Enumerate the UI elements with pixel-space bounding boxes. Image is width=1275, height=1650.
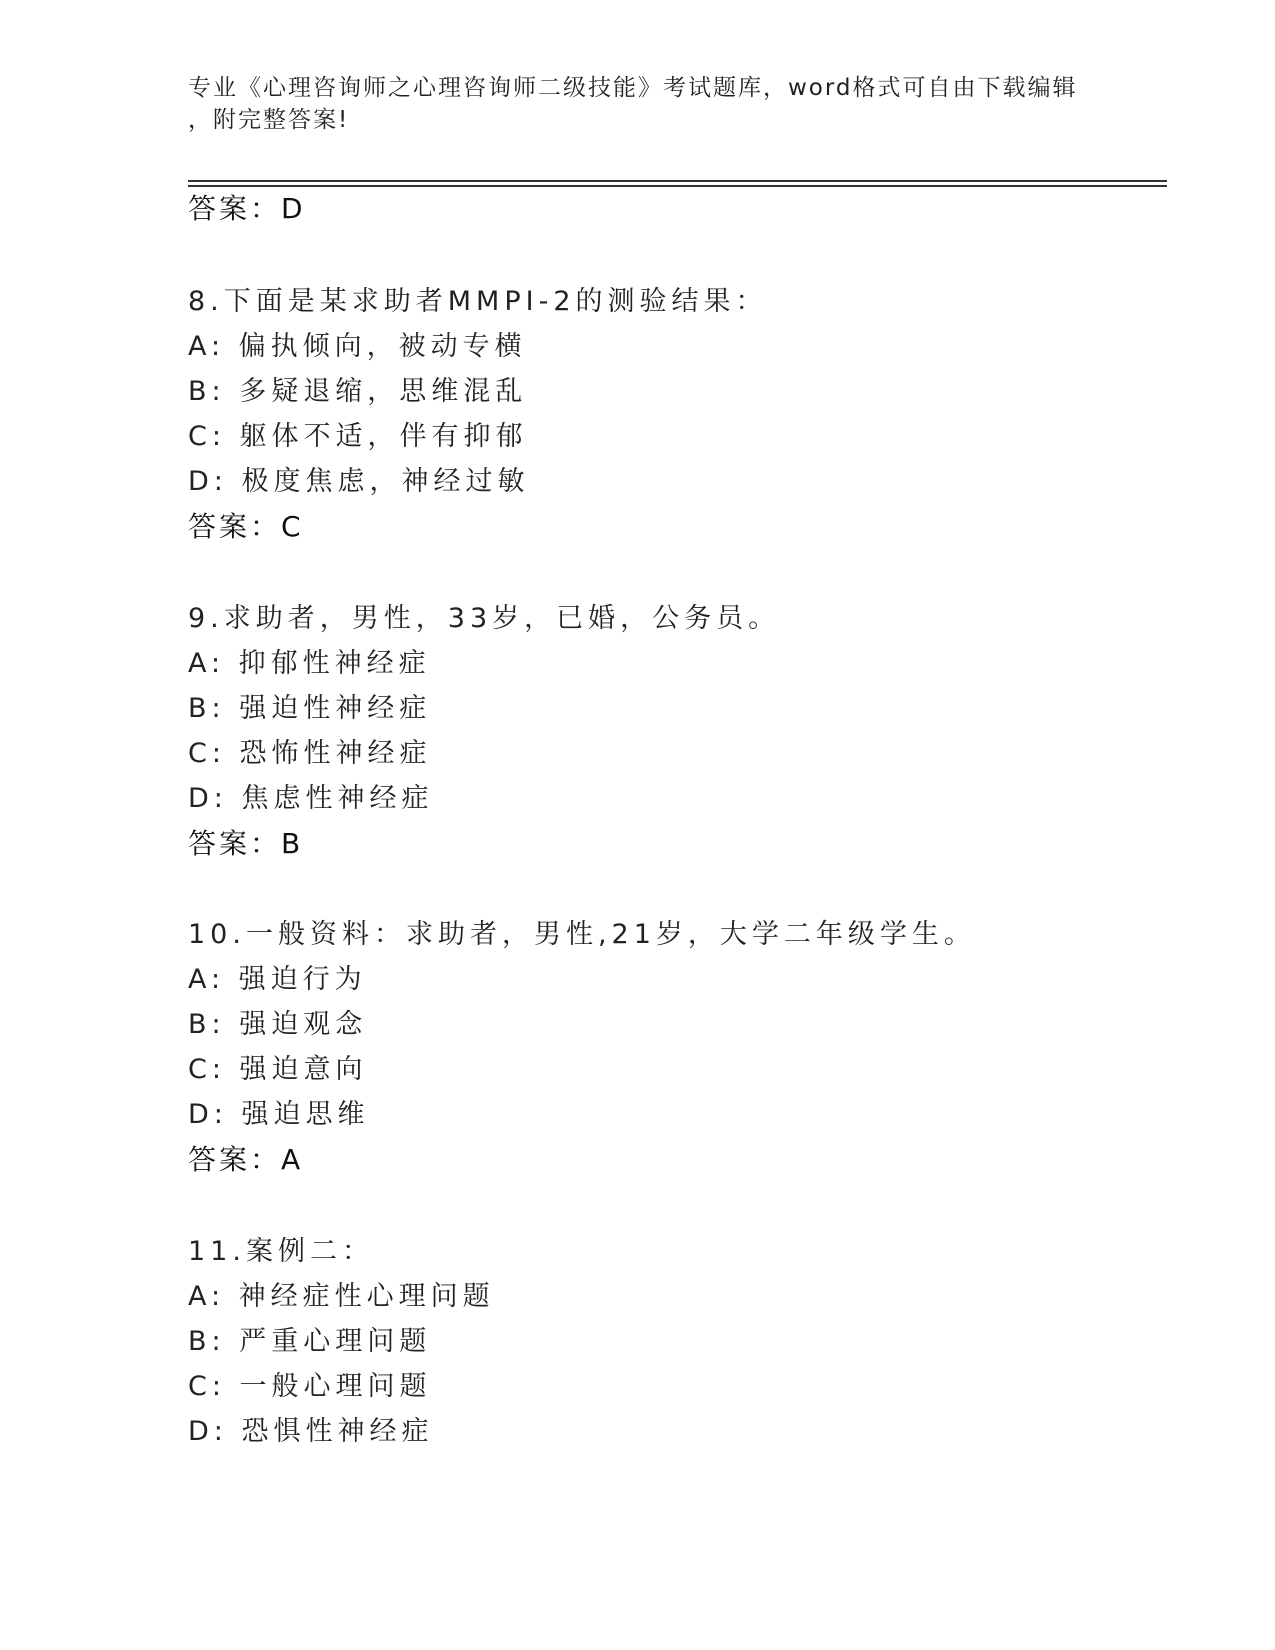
question-9-option-d: D: 焦虑性神经症: [188, 783, 434, 814]
question-11-option-d: D: 恐惧性神经症: [188, 1416, 434, 1447]
question-10-option-d: D: 强迫思维: [188, 1099, 370, 1130]
question-10-option-a: A: 强迫行为: [188, 964, 367, 995]
question-8-answer: 答案：C: [188, 510, 304, 543]
question-9-text: 9.求助者，男性，33岁，已婚，公务员。: [188, 603, 781, 634]
question-11-option-a: A: 神经症性心理问题: [188, 1281, 495, 1312]
question-8-option-d: D: 极度焦虑，神经过敏: [188, 466, 530, 497]
header-divider-bottom: [188, 185, 1167, 187]
question-10-text: 10.一般资料：求助者，男性,21岁，大学二年级学生。: [188, 919, 976, 950]
question-8-option-a: A: 偏执倾向，被动专横: [188, 331, 527, 362]
header-line-2: ，附完整答案!: [188, 107, 350, 133]
question-11-text: 11.案例二：: [188, 1236, 374, 1267]
document-header: [188, 72, 1088, 136]
question-11-option-b: B: 严重心理问题: [188, 1326, 432, 1357]
header-line-1: 专业《心理咨询师之心理咨询师二级技能》考试题库，word格式可自由下载编辑: [188, 75, 1078, 101]
question-11-option-c: C: 一般心理问题: [188, 1371, 432, 1402]
question-8-text: 8.下面是某求助者MMPI-2的测验结果：: [188, 286, 768, 317]
question-9-answer: 答案：B: [188, 827, 304, 860]
question-8-option-b: B: 多疑退缩，思维混乱: [188, 376, 528, 407]
question-8-option-c: C: 躯体不适，伴有抑郁: [188, 421, 528, 452]
question-10-option-b: B: 强迫观念: [188, 1009, 368, 1040]
question-9-option-b: B: 强迫性神经症: [188, 693, 432, 724]
header-divider-top: [188, 180, 1167, 182]
answer-prev: 答案：D: [188, 192, 306, 225]
question-9-option-a: A: 抑郁性神经症: [188, 648, 431, 679]
question-10-answer: 答案：A: [188, 1143, 304, 1176]
question-10-option-c: C: 强迫意向: [188, 1054, 368, 1085]
question-9-option-c: C: 恐怖性神经症: [188, 738, 432, 769]
